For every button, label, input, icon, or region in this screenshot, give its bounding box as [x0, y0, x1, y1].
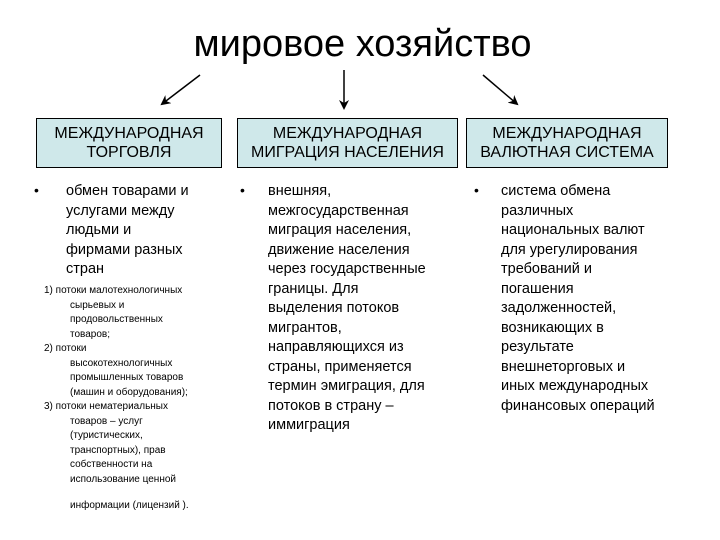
box-currency-system	[466, 118, 668, 168]
definition-line: требований и	[501, 261, 592, 277]
definition-line: границы. Для	[268, 280, 359, 297]
box-line: МЕЖДУНАРОДНАЯ	[272, 125, 423, 142]
arrow-left	[162, 75, 200, 104]
definition-line: иммиграция	[268, 417, 350, 433]
definition-line: система обмена	[501, 183, 611, 199]
definition-line: людьми и	[66, 222, 132, 238]
box-international-migration	[237, 118, 458, 168]
box-line: МЕЖДУНАРОДНАЯ	[54, 125, 204, 142]
definition-line: фирмами разных	[66, 241, 183, 258]
bullet-icon: •	[474, 182, 479, 198]
definition-line: результате	[501, 339, 574, 355]
box-line: МИГРАЦИЯ НАСЕЛЕНИЯ	[251, 144, 444, 161]
flow-item-line: промышленных товаров	[70, 372, 184, 383]
flow-item-line: продовольственных	[70, 314, 163, 325]
definition-line: иных международных	[501, 378, 649, 394]
definition-line: мигрантов,	[268, 319, 342, 336]
box-line: МЕЖДУНАРОДНАЯ	[492, 125, 642, 142]
definition-line: страны, применяется	[268, 358, 412, 375]
definition-line: термин эмиграция, для	[268, 378, 425, 394]
arrows	[0, 0, 720, 120]
trade-flows-list	[44, 284, 234, 514]
definition-line: возникающих в	[501, 319, 604, 336]
definition-line: потоков в страну –	[268, 397, 394, 414]
page-title: мировое хозяйство	[193, 23, 532, 65]
definition-line: финансовых операций	[501, 397, 655, 414]
definition-line: выделения потоков	[268, 300, 400, 316]
flow-item-line: информации (лицензий ).	[70, 500, 189, 511]
bullet-icon: •	[34, 182, 39, 198]
migration-definition	[268, 182, 458, 436]
flow-item-line: (машин и оборудования);	[70, 386, 188, 398]
currency-definition	[501, 182, 681, 416]
definition-line: миграция населения,	[268, 222, 412, 238]
definition-line: для урегулирования	[501, 241, 638, 258]
definition-line: погашения	[501, 280, 574, 297]
trade-definition	[66, 182, 216, 280]
box-international-trade	[36, 118, 222, 168]
box-line: ВАЛЮТНАЯ СИСТЕМА	[480, 144, 654, 161]
definition-line: межгосударственная	[268, 202, 409, 219]
flow-item-line: высокотехнологичных	[70, 357, 173, 369]
definition-line: внешняя,	[268, 183, 332, 199]
flow-item-line: сырьевых и	[70, 299, 125, 311]
definition-line: стран	[66, 261, 105, 277]
flow-item-head: 1) потоки малотехнологичных	[44, 285, 183, 296]
definition-line: внешнеторговых и	[501, 358, 626, 375]
bullet-icon: •	[240, 182, 245, 198]
flow-item-line: (туристических,	[70, 430, 143, 441]
definition-line: национальных валют	[501, 222, 645, 238]
definition-line: через государственные	[268, 261, 426, 277]
definition-line: задолженностей,	[501, 300, 617, 316]
box-line: ТОРГОВЛЯ	[86, 144, 172, 161]
definition-line: направляющихся из	[268, 339, 404, 355]
flow-item-head: 3) потоки нематериальных	[44, 401, 168, 412]
definition-line: обмен товарами и	[66, 183, 189, 199]
flow-item-head: 2) потоки	[44, 343, 87, 354]
flow-item-line: транспортных), прав	[70, 444, 166, 456]
flow-item-line: использование ценной	[70, 473, 177, 485]
flow-item-line: товаров;	[70, 328, 111, 340]
definition-line: различных	[501, 202, 574, 219]
definition-line: услугами между	[66, 202, 175, 219]
arrow-right	[483, 75, 517, 104]
definition-line: движение населения	[268, 241, 410, 258]
flow-item-line: собственности на	[70, 459, 153, 470]
flow-item-line: товаров – услуг	[70, 415, 143, 427]
